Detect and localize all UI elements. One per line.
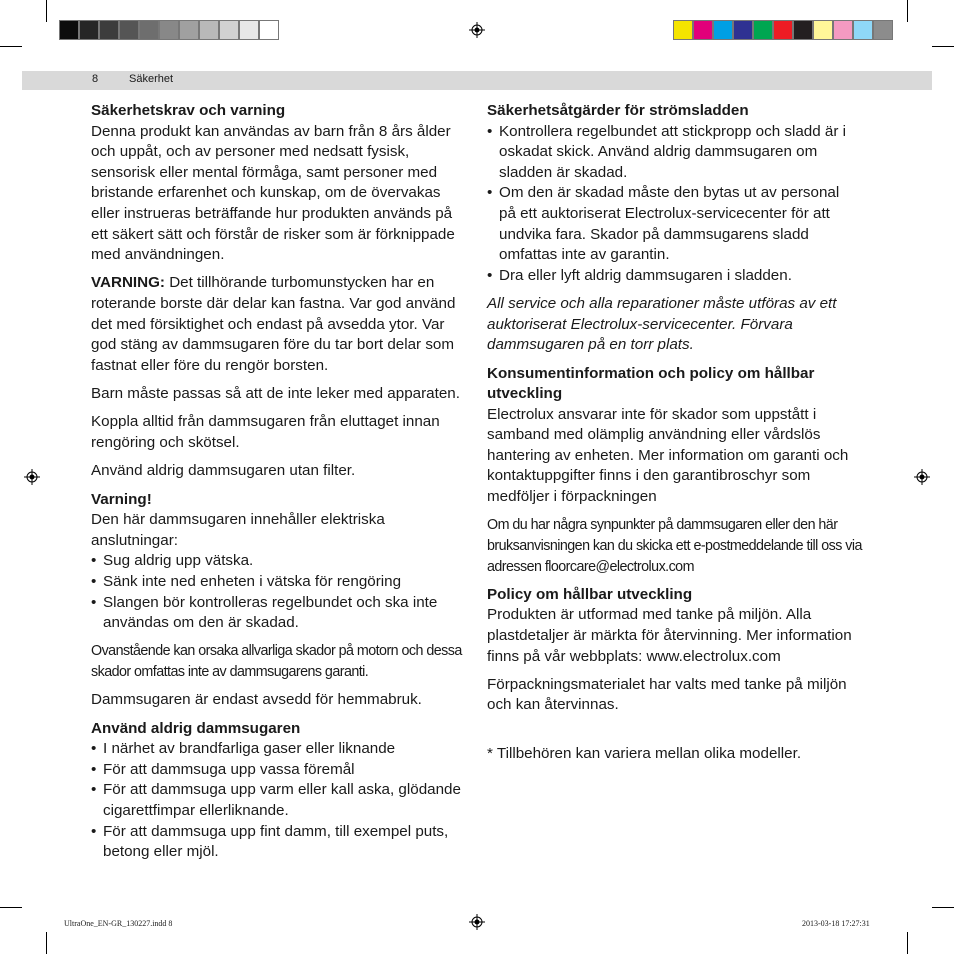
color-swatch	[853, 20, 873, 40]
section-heading: Varning!	[91, 490, 152, 508]
color-swatch	[179, 20, 199, 40]
crop-mark	[907, 0, 908, 22]
section-heading: Konsumentinformation och policy om hållbar utveckling	[487, 364, 815, 403]
section-heading: Använd aldrig dammsugaren	[91, 719, 301, 737]
color-swatch	[873, 20, 893, 40]
list-item: • I närhet av brandfarliga gaser eller liknande	[91, 739, 469, 760]
color-swatch	[119, 20, 139, 40]
paragraph: Barn måste passas så att de inte leker med apparaten.	[91, 385, 460, 403]
list-item: • Slangen bör kontrolleras regelbundet och ska inte användas om den är skadad.	[91, 593, 469, 634]
color-swatch	[813, 20, 833, 40]
color-swatch	[713, 20, 733, 40]
cmyk-color-bar	[673, 20, 893, 40]
color-swatch	[239, 20, 259, 40]
color-swatch	[99, 20, 119, 40]
crop-mark	[0, 907, 22, 908]
section-title: Säkerhet	[129, 73, 174, 85]
color-swatch	[793, 20, 813, 40]
registration-mark-icon	[469, 22, 485, 38]
color-swatch	[753, 20, 773, 40]
paragraph: Den här dammsugaren innehåller elektriska anslutningar:	[91, 511, 385, 549]
color-swatch	[159, 20, 179, 40]
list-item: • Dra eller lyft aldrig dammsugaren i sladden.	[487, 266, 867, 287]
paragraph: Ovanstående kan orsaka allvarliga skador på motorn och dessa skador omfattas inte av dammsugarens garanti.	[91, 643, 462, 680]
italic-note: All service och alla reparationer måste utföras av ett auktoriserat Electrolux-servicecenter. Förvara dammsugaren på en torr plats.	[487, 295, 837, 354]
right-column	[487, 101, 867, 772]
section-heading: Policy om hållbar utveckling	[487, 585, 693, 603]
color-swatch	[773, 20, 793, 40]
color-swatch	[673, 20, 693, 40]
warning-text: Det tillhörande turbomunstycken har en roterande borste där delar kan fastna. Var god använd det med försiktighet och endast på avsedda ytor. Var god stäng av dammsugaren före du tar bort delar som fastnat eller före du rengör borsten.	[91, 274, 456, 374]
bullet-list	[487, 122, 867, 287]
list-item: • För att dammsuga upp vassa föremål	[91, 760, 469, 781]
grayscale-color-bar	[59, 20, 279, 40]
bullet-list	[91, 551, 469, 633]
section-heading: Säkerhetskrav och varning	[91, 102, 286, 119]
crop-mark	[932, 46, 954, 47]
crop-mark	[932, 907, 954, 908]
paragraph: Produkten är utformad med tanke på miljön. Alla plastdetaljer är märkta för återvinning. Mer information finns på vår webbplats: www.electrolux.com	[487, 606, 852, 665]
crop-mark	[46, 932, 47, 954]
footnote: * Tillbehören kan variera mellan olika modeller.	[487, 745, 802, 763]
page-number: 8	[92, 73, 99, 85]
list-item: • Om den är skadad måste den bytas ut av personal på ett auktoriserat Electrolux-servicecenter för att undvika fara. Skador på dammsugarens sladd omfattas inte av garantin.	[487, 183, 867, 265]
registration-mark-icon	[914, 469, 930, 485]
color-swatch	[833, 20, 853, 40]
left-column	[91, 101, 469, 870]
warning-label: VARNING:	[91, 274, 165, 292]
registration-mark-icon	[469, 914, 485, 930]
paragraph: Koppla alltid från dammsugaren från eluttaget innan rengöring och skötsel.	[91, 413, 440, 451]
registration-mark-icon	[24, 469, 40, 485]
paragraph: Om du har några synpunkter på dammsugaren eller den här bruksanvisningen kan du skicka ett e-postmeddelande till oss via adressen floorcare@electrolux.com	[487, 517, 862, 575]
timestamp-slug: 2013-03-18 17:27:31	[802, 919, 870, 928]
color-swatch	[199, 20, 219, 40]
bullet-list	[91, 739, 469, 863]
color-swatch	[59, 20, 79, 40]
file-slug: UltraOne_EN-GR_130227.indd 8	[64, 919, 173, 928]
list-item: • För att dammsuga upp varm eller kall aska, glödande cigarettfimpar ellerliknande.	[91, 780, 469, 821]
list-item: • Kontrollera regelbundet att stickpropp och sladd är i oskadat skick. Använd aldrig dammsugaren om sladden är skadad.	[487, 122, 867, 184]
crop-mark	[0, 46, 22, 47]
color-swatch	[693, 20, 713, 40]
paragraph: Dammsugaren är endast avsedd för hemmabruk.	[91, 691, 422, 709]
color-swatch	[219, 20, 239, 40]
warning-paragraph	[91, 273, 469, 376]
color-swatch	[733, 20, 753, 40]
paragraph: Använd aldrig dammsugaren utan filter.	[91, 462, 356, 480]
color-swatch	[259, 20, 279, 40]
list-item: • Sänk inte ned enheten i vätska för rengöring	[91, 572, 469, 593]
paragraph: Denna produkt kan användas av barn från 8 års ålder och uppåt, och av personer med nedsatt fysisk, sensorisk eller mental förmåga, samt personer med bristande erfarenhet och kunskap, om de övervakas eller instrueras beträffande hur produkten används på ett säkert sätt och förstår de risker som är förknippade med användningen.	[91, 122, 455, 264]
paragraph: Electrolux ansvarar inte för skador som uppstått i samband med olämplig användning eller vårdslös hantering av enheten. Mer information om garanti och kontaktuppgifter finns i den garantibroschyr som medföljer i förpackningen	[487, 405, 849, 506]
color-swatch	[79, 20, 99, 40]
color-swatch	[139, 20, 159, 40]
crop-mark	[46, 0, 47, 22]
list-item: • Sug aldrig upp vätska.	[91, 551, 469, 572]
section-heading: Säkerhetsåtgärder för strömsladden	[487, 102, 749, 119]
crop-mark	[907, 932, 908, 954]
list-item: • För att dammsuga upp fint damm, till exempel puts, betong eller mjöl.	[91, 822, 469, 863]
paragraph: Förpackningsmaterialet har valts med tanke på miljön och kan återvinnas.	[487, 675, 847, 714]
